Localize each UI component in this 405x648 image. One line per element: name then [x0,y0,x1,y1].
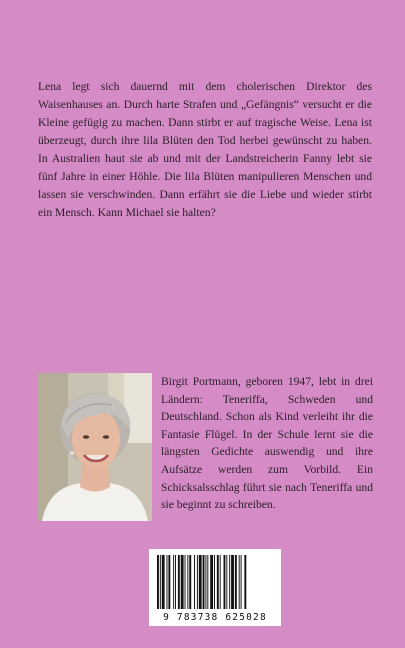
isbn-digits: 9 783738 625028 [163,612,267,623]
barcode-bar [231,555,234,609]
barcode-bar [205,555,206,609]
barcode-bar [207,555,208,609]
barcode-bar [197,555,198,609]
back-cover-blurb: Lena legt sich dauernd mit dem cholerischen Direktor des Waisenhauses an. Durch harte Strafen und „Gefängnis“ versucht er die Kleine gefügig zu machen. Dann stirbt er auf tragische Weise. Lena ist überzeugt, durch ihre lila Blüten den Tod herbei gewünscht zu haben. In Australien haut sie ab und mit der Landstreicherin Fanny lebt sie fünf Jahre in einer Höhle. Die lila Blüten manipulieren Menschen und lassen sie verschwinden. Dann erfährt sie die Liebe und wieder stirbt ein Mensch. Kann Michael sie halten? [38,80,372,219]
author-bio: Birgit Portmann, geboren 1947, lebt in drei Ländern: Teneriffa, Schweden und Deutschland. Schon als Kind verleiht ihr die Fantasie Flügel. In der Schule lernt sie die längsten Gedichte auswendig und ihre Aufsätze werden zum Vorbild. Ein Schicksalsschlag führt sie nach Teneriffa und sie beginnt zu schreiben. [161,375,373,512]
barcode-bar [189,555,191,609]
barcode-bar [187,555,188,609]
barcode-bar [214,555,215,609]
barcode-bar [217,555,219,609]
barcode-bar [178,555,180,609]
author-photo [38,373,152,521]
barcode-bar [241,555,242,609]
barcode-bar [162,555,165,609]
barcode-bar [181,555,184,609]
barcode-bar [203,555,205,609]
barcode-bars [155,555,275,609]
barcode-bar [167,555,168,609]
barcode-bar [175,555,176,609]
author-portrait-image [38,373,152,521]
barcode-bar [239,555,240,609]
barcode-bar [229,555,230,609]
barcode-bar [173,555,174,609]
barcode-bar [199,555,202,609]
barcode-bar [235,555,237,609]
barcode-bar [194,555,195,609]
barcode-bar [224,555,226,609]
isbn-barcode [149,549,281,626]
barcode-bar [226,555,227,609]
barcode-bar [185,555,186,609]
barcode-bar [168,555,170,609]
barcode-bar [220,555,221,609]
barcode-bar [210,555,213,609]
barcode-bar [244,555,246,609]
barcode-bar [157,555,159,609]
barcode-bar [160,555,161,609]
